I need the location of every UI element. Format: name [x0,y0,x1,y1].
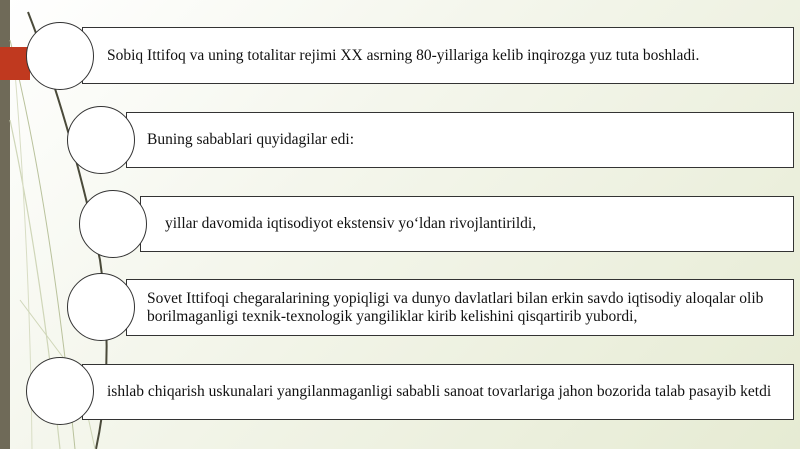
list-item-text: Sovet Ittifoqi chegaralarining yopiqligi va dunyo davlatlari bilan erkin savdo iqtisodiy aloqalar olib borilmaganligi texnik-texnologik yangiliklar kirib kelishini qisqartirib yubordi, [147,289,764,325]
list-item-text: ishlab chiqarish uskunalari yangilanmaganligi sababli sanoat tovarlariga jahon bozorida talab pasayib ketdi [107,383,772,400]
bullet-circle [26,22,94,90]
list-item [126,112,794,168]
list-item-text: yillar davomida iqtisodiyot ekstensiv yo‘ldan rivojlantirildi, [165,215,537,232]
list-item [82,27,794,84]
list-item [82,364,794,420]
list-item-text: Buning sabablari quyidagilar edi: [147,131,355,148]
bullet-circle [26,357,94,425]
list-item [126,279,794,336]
bullet-circle [67,106,135,174]
bullet-circle [67,273,135,341]
list-item-text: Sobiq Ittifoq va uning totalitar rejimi XX asrning 80-yillariga kelib inqirozga yuz tuta boshladi. [107,46,700,64]
bullet-circle [79,190,147,258]
list-item [140,196,794,252]
